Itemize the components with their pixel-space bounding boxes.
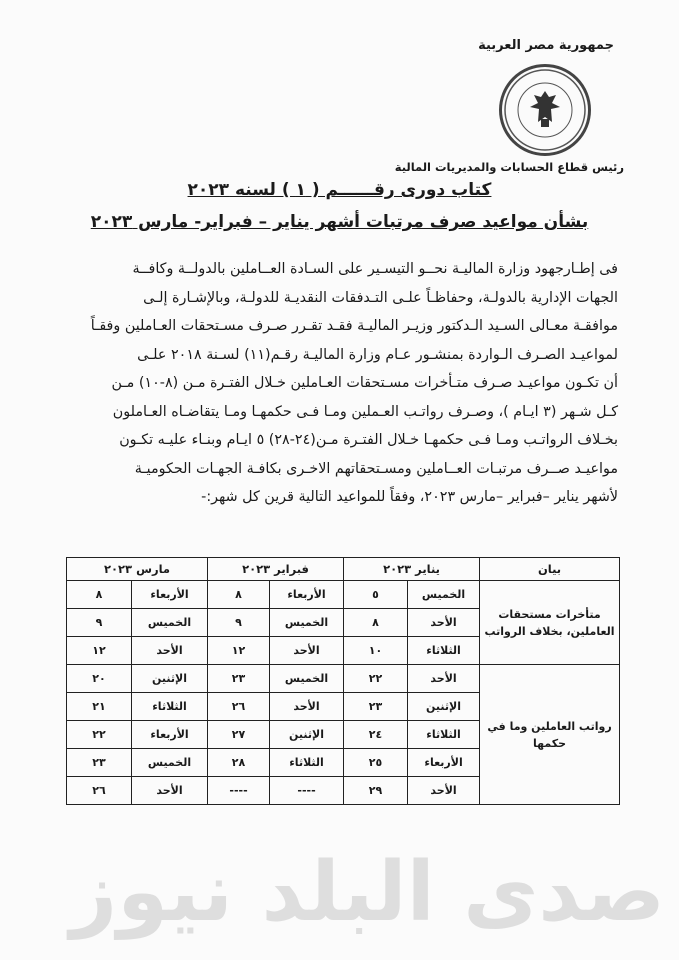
feb-day: الخميس: [270, 665, 344, 693]
table-row: [67, 665, 620, 693]
jan-date: ٨: [344, 609, 408, 637]
eagle-emblem-icon: [502, 67, 588, 153]
feb-date: ٢٣: [208, 665, 270, 693]
jan-day: الأربعاء: [408, 749, 480, 777]
republic-header: جمهورية مصر العربية: [478, 38, 614, 53]
mar-day: الأربعاء: [132, 721, 208, 749]
circular-title: كتاب دورى رقــــــم ( ١ ) لسنه ٢٠٢٣: [187, 180, 492, 200]
mar-date: ٢١: [67, 693, 132, 721]
mar-date: ١٢: [67, 637, 132, 665]
table-header-row: [67, 558, 620, 581]
jan-date: ٢٥: [344, 749, 408, 777]
mar-day: الأربعاء: [132, 581, 208, 609]
feb-date: ٢٨: [208, 749, 270, 777]
body-line: مواعيـد صــرف مرتبـات العــاملين ومسـتحقاتهم الاخـرى بكافـة الجهـات الحكوميـة: [134, 460, 618, 477]
feb-date: ----: [208, 777, 270, 805]
mar-date: ٢٦: [67, 777, 132, 805]
jan-day: الأحد: [408, 665, 480, 693]
header-march: مارس ٢٠٢٣: [67, 558, 208, 581]
feb-day: الأحد: [270, 693, 344, 721]
feb-date: ٩: [208, 609, 270, 637]
mar-date: ٨: [67, 581, 132, 609]
feb-day: الإثنين: [270, 721, 344, 749]
feb-day: الأحد: [270, 637, 344, 665]
feb-date: ٢٧: [208, 721, 270, 749]
body-paragraph: [60, 255, 618, 512]
jan-date: ٢٢: [344, 665, 408, 693]
circular-subject: بشأن مواعيد صرف مرتبات أشهر يناير – فبراير- مارس ٢٠٢٣: [90, 212, 589, 232]
jan-day: الإثنين: [408, 693, 480, 721]
table-row: [67, 581, 620, 609]
jan-day: الخميس: [408, 581, 480, 609]
body-line: موافقـة معـالى السـيد الـدكتور وزيـر الماليـة فقـد تقـرر صـرف مسـتحقات العـاملين وفقـاً: [90, 318, 618, 334]
jan-date: ٢٩: [344, 777, 408, 805]
body-line: فى إطـارجهود وزارة الماليـة نحــو التيسـير على السـادة العــاملين بالدولــة وكافــة: [132, 261, 618, 277]
body-line: كـل شـهر (٣ ايـام )، وصـرف رواتـب العـملين ومـا فـى حكمهـا ومـا يتقاضـاه العـاملون: [112, 403, 618, 420]
feb-day: الثلاثاء: [270, 749, 344, 777]
mar-day: الخميس: [132, 609, 208, 637]
header-bayan: بيان: [480, 558, 620, 581]
mar-day: الخميس: [132, 749, 208, 777]
site-watermark: صدى البلد نيوز: [70, 845, 665, 940]
mar-date: ٩: [67, 609, 132, 637]
jan-day: الأحد: [408, 777, 480, 805]
sector-header: رئيس قطاع الحسابات والمديريات المالية: [394, 160, 624, 174]
mar-day: الثلاثاء: [132, 693, 208, 721]
jan-date: ٢٣: [344, 693, 408, 721]
mar-day: الأحد: [132, 637, 208, 665]
payment-schedule-table: [66, 557, 620, 805]
feb-date: ٨: [208, 581, 270, 609]
body-line: بخـلاف الرواتـب ومـا فـى حكمهـا خـلال الفتـرة مـن(٢٤-٢٨) ٥ ايـام وبنـاء عليـه تكـون: [119, 432, 618, 448]
jan-day: الثلاثاء: [408, 721, 480, 749]
header-january: يناير ٢٠٢٣: [344, 558, 480, 581]
body-line: لمواعيـد الصـرف الـواردة بمنشـور عـام وزارة الماليـة رقـم(١١) لسـنة ٢٠١٨ علـى: [137, 346, 618, 363]
section-salaries-label: رواتب العاملين وما في حكمها: [480, 665, 620, 805]
jan-date: ٢٤: [344, 721, 408, 749]
jan-date: ١٠: [344, 637, 408, 665]
feb-day: ----: [270, 777, 344, 805]
body-line: أن تكـون مواعيـد صـرف متـأخرات مسـتحقات العـاملين خـلال الفتـرة مـن (٨-١٠) مـن: [111, 375, 618, 391]
feb-date: ٢٦: [208, 693, 270, 721]
header-february: فبراير ٢٠٢٣: [208, 558, 344, 581]
feb-date: ١٢: [208, 637, 270, 665]
jan-date: ٥: [344, 581, 408, 609]
mar-date: ٢٠: [67, 665, 132, 693]
mar-day: الأحد: [132, 777, 208, 805]
mar-date: ٢٢: [67, 721, 132, 749]
body-line: لأشهر يناير –فبراير –مارس ٢٠٢٣، وفقاً للمواعيد التالية قرين كل شهر:-: [201, 489, 618, 505]
feb-day: الخميس: [270, 609, 344, 637]
mar-date: ٢٣: [67, 749, 132, 777]
mar-day: الإثنين: [132, 665, 208, 693]
jan-day: الأحد: [408, 609, 480, 637]
feb-day: الأربعاء: [270, 581, 344, 609]
body-line: الجهات الإدارية بالدولـة، وحفاظـاً علـى التـدفقات النقديـة للدولـة، وبالإشـارة إلـى: [143, 289, 618, 306]
ministry-seal: [499, 64, 591, 156]
jan-day: الثلاثاء: [408, 637, 480, 665]
section-arrears-label: متأخرات مستحقات العاملين، بخلاف الرواتب: [480, 581, 620, 665]
